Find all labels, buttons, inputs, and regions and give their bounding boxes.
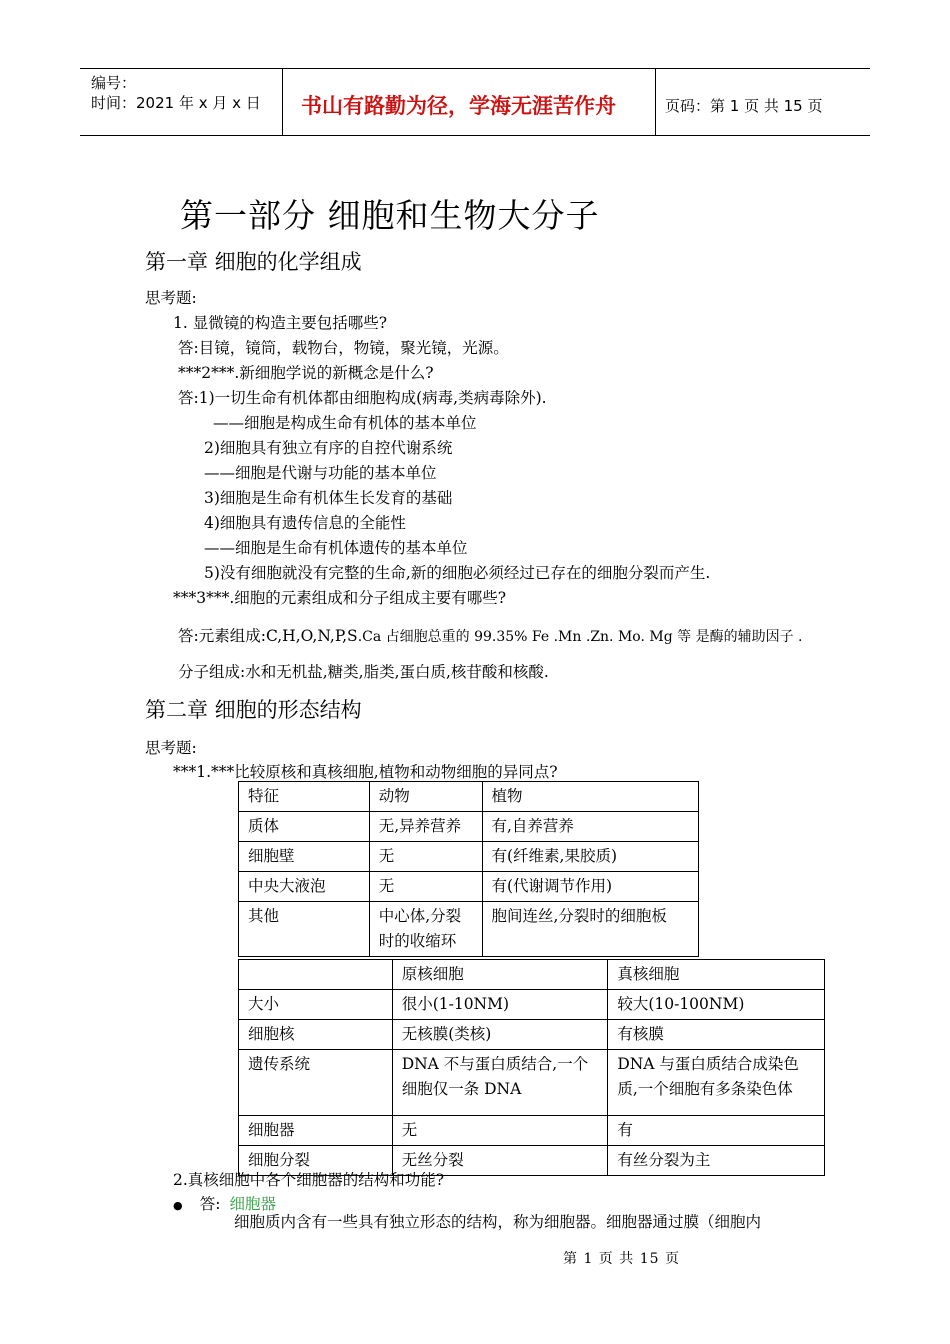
chapter2-q2: 2.真核细胞中各个细胞器的结构和功能? xyxy=(173,1171,445,1189)
chapter1-line: 5)没有细胞就没有完整的生命,新的细胞必须经过已存在的细胞分裂而产生. xyxy=(204,564,711,582)
chapter2-q1: ***1.***比较原核和真核细胞,植物和动物细胞的异同点? xyxy=(173,763,558,781)
table-cell: 有 xyxy=(608,1116,825,1146)
table-row xyxy=(239,990,825,1020)
table-cell: 有丝分裂为主 xyxy=(608,1146,825,1176)
table-cell: 胞间连丝,分裂时的细胞板 xyxy=(482,902,699,957)
table-cell: 无,异养营养 xyxy=(369,812,482,842)
motto: 书山有路勤为径，学海无涯苦作舟 xyxy=(301,94,616,118)
chapter1-line: 2)细胞具有独立有序的自控代谢系统 xyxy=(204,439,453,457)
table-cell: 细胞器 xyxy=(239,1116,393,1146)
header-divider-1 xyxy=(282,68,283,135)
table-row xyxy=(239,812,699,842)
table-cell: 有,自养营养 xyxy=(482,812,699,842)
answer3-elements: 答:元素组成:C,H,O,N,P,S xyxy=(178,627,358,645)
prokaryote-eukaryote-table xyxy=(238,959,825,1176)
chapter2-heading: 第二章 细胞的形态结构 xyxy=(145,698,362,722)
table-cell: 很小(1-10NM) xyxy=(392,990,608,1020)
table-cell: 细胞壁 xyxy=(239,842,370,872)
table-row xyxy=(239,842,699,872)
chapter1-line: 4)细胞具有遗传信息的全能性 xyxy=(204,514,406,532)
chapter1-think: 思考题: xyxy=(145,289,197,307)
table-cell: DNA 不与蛋白质结合,一个细胞仅一条 DNA xyxy=(392,1050,608,1116)
table-header-cell: 植物 xyxy=(482,782,699,812)
chapter1-line: ***2***.新细胞学说的新概念是什么? xyxy=(178,364,434,382)
table-cell: 有核膜 xyxy=(608,1020,825,1050)
answer-keyword: 细胞器 xyxy=(229,1195,277,1213)
chapter2-answer-text: 细胞质内含有一些具有独立形态的结构，称为细胞器。细胞器通过膜（细胞内 xyxy=(234,1213,762,1231)
chapter1-line: 1. 显微镜的构造主要包括哪些? xyxy=(173,314,388,332)
table-cell: 较大(10-100NM) xyxy=(608,990,825,1020)
table-cell: 其他 xyxy=(239,902,370,957)
table-cell: 无 xyxy=(369,842,482,872)
table-header-cell: 动物 xyxy=(369,782,482,812)
table-row xyxy=(239,902,699,957)
page-info: 页码：第 1 页 共 15 页 xyxy=(665,97,823,115)
table-row xyxy=(239,872,699,902)
table-header-cell: 特征 xyxy=(239,782,370,812)
chapter1-line: 3)细胞是生命有机体生长发育的基础 xyxy=(204,489,453,507)
table-cell: 遗传系统 xyxy=(239,1050,393,1116)
answer-prefix: 答: xyxy=(199,1195,221,1213)
chapter1-line: 答:1)一切生命有机体都由细胞构成(病毒,类病毒除外). xyxy=(178,389,547,407)
chapter1-line: 答:目镜，镜筒，载物台，物镜，聚光镜，光源。 xyxy=(178,339,509,357)
chapter1-line: ***3***.细胞的元素组成和分子组成主要有哪些? xyxy=(173,589,507,607)
bullet-icon: ● xyxy=(173,1199,183,1212)
chapter1-line: ——细胞是生命有机体遗传的基本单位 xyxy=(204,539,468,557)
chapter1-answer3 xyxy=(178,624,802,646)
header-top-rule xyxy=(80,68,870,69)
table-header-cell: 原核细胞 xyxy=(392,960,608,990)
serial-label: 编号： xyxy=(91,74,137,92)
page-footer: 第 1 页 共 15 页 xyxy=(563,1251,680,1267)
table-header-cell: 真核细胞 xyxy=(608,960,825,990)
table-cell: 中心体,分裂时的收缩环 xyxy=(369,902,482,957)
table-cell: 细胞分裂 xyxy=(239,1146,393,1176)
header-divider-2 xyxy=(655,68,656,135)
table-row xyxy=(239,1050,825,1116)
table-header-cell xyxy=(239,960,393,990)
table-cell: 有(纤维素,果胶质) xyxy=(482,842,699,872)
table-cell: 大小 xyxy=(239,990,393,1020)
table-row xyxy=(239,782,699,812)
table-cell: 无核膜(类核) xyxy=(392,1020,608,1050)
date-label: 时间：2021 年 x 月 x 日 xyxy=(91,94,261,112)
chapter2-think: 思考题: xyxy=(145,739,197,757)
table-row xyxy=(239,1020,825,1050)
table-cell: 有(代谢调节作用) xyxy=(482,872,699,902)
page-title: 第一部分 细胞和生物大分子 xyxy=(180,196,600,235)
table-row xyxy=(239,960,825,990)
table-cell: 细胞核 xyxy=(239,1020,393,1050)
chapter1-line: ——细胞是构成生命有机体的基本单位 xyxy=(213,414,477,432)
table-cell: 无丝分裂 xyxy=(392,1146,608,1176)
animal-plant-table xyxy=(238,781,699,957)
table-cell: 质体 xyxy=(239,812,370,842)
chapter1-answer3-line2: 分子组成:水和无机盐,糖类,脂类,蛋白质,核苷酸和核酸. xyxy=(178,663,549,681)
table-cell: 无 xyxy=(392,1116,608,1146)
table-row xyxy=(239,1116,825,1146)
table-cell: 无 xyxy=(369,872,482,902)
table-cell: DNA 与蛋白质结合成染色质,一个细胞有多条染色体 xyxy=(608,1050,825,1116)
table-cell: 中央大液泡 xyxy=(239,872,370,902)
chapter1-line: ——细胞是代谢与功能的基本单位 xyxy=(204,464,437,482)
header-bottom-rule xyxy=(80,135,870,136)
chapter1-heading: 第一章 细胞的化学组成 xyxy=(145,250,362,274)
answer3-elements-tail: .Ca 占细胞总重的 99.35% Fe .Mn .Zn. Mo. Mg 等 是酶的辅助因子 . xyxy=(357,629,803,645)
